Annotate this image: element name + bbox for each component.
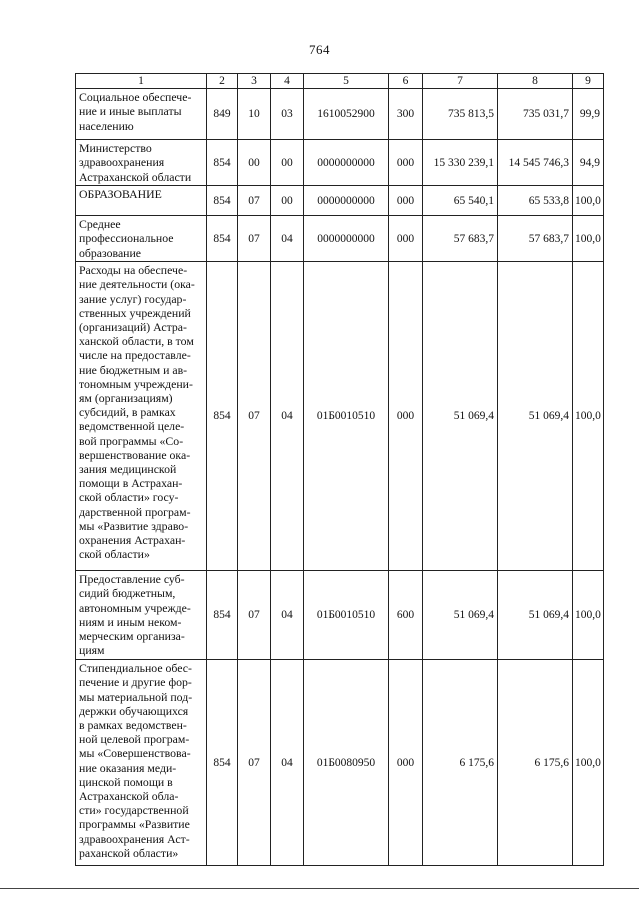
header-cell: 6 bbox=[389, 74, 423, 89]
cell-csr: 1610052900 bbox=[304, 89, 389, 140]
cell-rz: 07 bbox=[238, 216, 271, 262]
cell-pr: 00 bbox=[271, 140, 304, 186]
cell-percent: 99,9 bbox=[573, 89, 604, 140]
header-cell: 5 bbox=[304, 74, 389, 89]
cell-planned: 65 540,1 bbox=[423, 186, 498, 216]
header-cell: 3 bbox=[238, 74, 271, 89]
cell-executed: 65 533,8 bbox=[498, 186, 573, 216]
cell-csr: 01Б0080950 bbox=[304, 660, 389, 866]
cell-gr: 854 bbox=[207, 660, 238, 866]
cell-csr: 01Б0010510 bbox=[304, 571, 389, 660]
cell-csr: 01Б0010510 bbox=[304, 262, 389, 571]
cell-csr: 0000000000 bbox=[304, 186, 389, 216]
cell-rz: 07 bbox=[238, 186, 271, 216]
budget-table bbox=[75, 73, 604, 866]
row-name: Предоставление суб- сидий бюджетным, автономным учрежде- ниям и иным неком- мерческим организа- циям bbox=[76, 571, 207, 660]
header-cell: 8 bbox=[498, 74, 573, 89]
cell-executed: 6 175,6 bbox=[498, 660, 573, 866]
cell-pr: 04 bbox=[271, 216, 304, 262]
cell-gr: 854 bbox=[207, 186, 238, 216]
cell-percent: 100,0 bbox=[573, 186, 604, 216]
cell-rz: 07 bbox=[238, 660, 271, 866]
header-cell: 9 bbox=[573, 74, 604, 89]
cell-csr: 0000000000 bbox=[304, 216, 389, 262]
cell-rz: 10 bbox=[238, 89, 271, 140]
cell-executed: 14 545 746,3 bbox=[498, 140, 573, 186]
page-number: 764 bbox=[309, 42, 330, 57]
cell-executed: 51 069,4 bbox=[498, 571, 573, 660]
cell-vr: 300 bbox=[389, 89, 423, 140]
cell-vr: 600 bbox=[389, 571, 423, 660]
cell-planned: 51 069,4 bbox=[423, 262, 498, 571]
cell-pr: 03 bbox=[271, 89, 304, 140]
row-name: Социальное обеспече- ние и иные выплаты населению bbox=[76, 89, 207, 140]
page-bottom-rule bbox=[0, 888, 639, 889]
cell-vr: 000 bbox=[389, 660, 423, 866]
cell-planned: 15 330 239,1 bbox=[423, 140, 498, 186]
row-name: Министерство здравоохранения Астраханской области bbox=[76, 140, 207, 186]
cell-gr: 854 bbox=[207, 571, 238, 660]
cell-csr: 0000000000 bbox=[304, 140, 389, 186]
cell-vr: 000 bbox=[389, 262, 423, 571]
header-cell: 7 bbox=[423, 74, 498, 89]
cell-percent: 100,0 bbox=[573, 262, 604, 571]
table-row bbox=[76, 186, 604, 216]
cell-gr: 854 bbox=[207, 216, 238, 262]
cell-percent: 100,0 bbox=[573, 216, 604, 262]
cell-pr: 00 bbox=[271, 186, 304, 216]
cell-percent: 100,0 bbox=[573, 571, 604, 660]
cell-gr: 854 bbox=[207, 262, 238, 571]
table-row bbox=[76, 216, 604, 262]
cell-pr: 04 bbox=[271, 571, 304, 660]
cell-planned: 6 175,6 bbox=[423, 660, 498, 866]
header-cell: 2 bbox=[207, 74, 238, 89]
cell-pr: 04 bbox=[271, 262, 304, 571]
table-row bbox=[76, 660, 604, 866]
cell-gr: 854 bbox=[207, 140, 238, 186]
cell-rz: 00 bbox=[238, 140, 271, 186]
header-cell: 1 bbox=[76, 74, 207, 89]
table-row bbox=[76, 571, 604, 660]
cell-percent: 94,9 bbox=[573, 140, 604, 186]
row-name: ОБРАЗОВАНИЕ bbox=[76, 186, 207, 216]
cell-planned: 51 069,4 bbox=[423, 571, 498, 660]
cell-executed: 51 069,4 bbox=[498, 262, 573, 571]
cell-executed: 57 683,7 bbox=[498, 216, 573, 262]
row-name: Среднее профессиональное образование bbox=[76, 216, 207, 262]
table-row bbox=[76, 140, 604, 186]
cell-executed: 735 031,7 bbox=[498, 89, 573, 140]
cell-planned: 735 813,5 bbox=[423, 89, 498, 140]
row-name: Расходы на обеспече- ние деятельности (ока- зание услуг) государ- ственных учреждений (организаций) Астра- ханской области, в том числе на предоставле- ние бюджетным и ав- тономным учреждени- ям (организациям) субсидий, в рамках ведомственной целе- вой программы «Со- вершенствование ока- зания медицинской помощи в Астрахан- ской области» госу- дарственной програм- мы «Развитие здраво- охранения Астрахан- ской области» bbox=[76, 262, 207, 571]
cell-vr: 000 bbox=[389, 216, 423, 262]
cell-pr: 04 bbox=[271, 660, 304, 866]
header-cell: 4 bbox=[271, 74, 304, 89]
row-name: Стипендиальное обес- печение и другие фор- мы материальной под- держки обучающихся в рамках ведомствен- ной целевой програм- мы «Совершенствова- ние оказания меди- цинской помощи в Астраханской обла- сти» государственной программы «Развитие здравоохранения Аст- раханской области» bbox=[76, 660, 207, 866]
cell-planned: 57 683,7 bbox=[423, 216, 498, 262]
cell-vr: 000 bbox=[389, 140, 423, 186]
table-row bbox=[76, 89, 604, 140]
header-row bbox=[76, 74, 604, 89]
cell-percent: 100,0 bbox=[573, 660, 604, 866]
cell-gr: 849 bbox=[207, 89, 238, 140]
table-row bbox=[76, 262, 604, 571]
cell-rz: 07 bbox=[238, 262, 271, 571]
cell-rz: 07 bbox=[238, 571, 271, 660]
cell-vr: 000 bbox=[389, 186, 423, 216]
